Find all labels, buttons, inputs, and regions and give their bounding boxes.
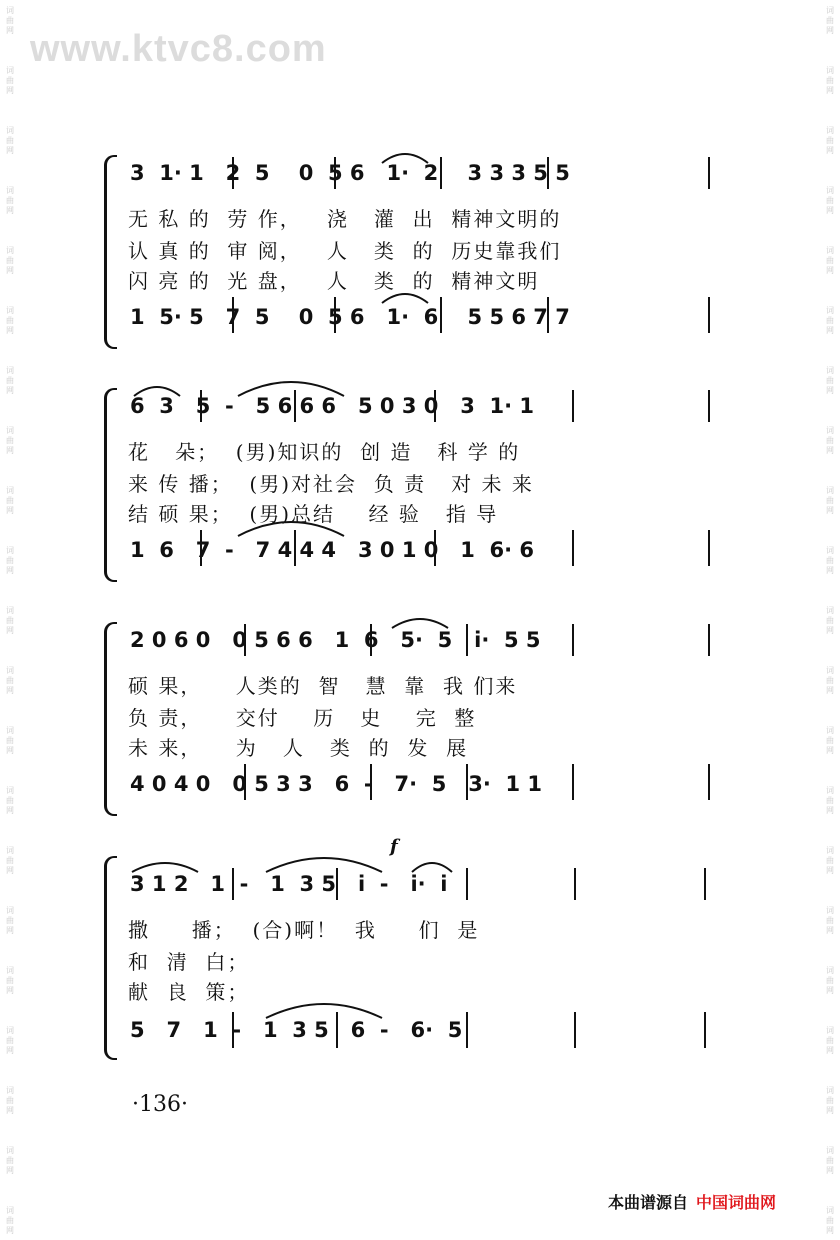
lyric-verse-1: 撒 播； (合)啊！ 我 们 是 (128, 918, 480, 942)
side-watermark-mark: 词 曲 网 (6, 186, 14, 215)
system-bracket (104, 622, 117, 816)
side-watermark-mark: 词 曲 网 (6, 726, 14, 755)
left-margin-watermark (2, 0, 18, 1240)
site-watermark: www.ktvc8.com (30, 28, 327, 70)
side-watermark-mark: 词 曲 网 (826, 606, 834, 635)
slur-mark (264, 852, 384, 874)
lower-voice-notes: 1 6 7 - 7 4 4 4 3 0 1 0 1 6· 6 (130, 538, 535, 562)
lower-voice-notes: 1 5· 5 7 5 0 5 6 1· 6 5 5 6 7 7 (130, 305, 570, 329)
right-margin-watermark (822, 0, 838, 1240)
side-watermark-mark: 词 曲 网 (826, 966, 834, 995)
source-site-link[interactable]: 中国词曲网 (696, 1193, 777, 1212)
side-watermark-mark: 词 曲 网 (6, 846, 14, 875)
side-watermark-mark: 词 曲 网 (6, 1206, 14, 1235)
lyric-verse-1: 无 私 的 劳 作， 浇 灌 出 精神文明的 (128, 207, 562, 231)
lower-voice-notes: 5 7 1 - 1 3 5 6 - 6· 5 (130, 1018, 463, 1042)
side-watermark-mark: 词 曲 网 (826, 426, 834, 455)
upper-voice-notes: 2 0 6 0 0 5 6 6 1 6 5· 5 i· 5 5 (130, 628, 541, 652)
side-watermark-mark: 词 曲 网 (6, 1086, 14, 1115)
lyric-verse-2: 认 真 的 审 阅， 人 类 的 历史靠我们 (128, 239, 562, 263)
barline (572, 764, 574, 800)
score-system-2 (104, 388, 714, 578)
side-watermark-mark: 词 曲 网 (826, 486, 834, 515)
side-watermark-mark: 词 曲 网 (6, 1026, 14, 1055)
barline (708, 157, 710, 189)
score-system-3 (104, 622, 714, 812)
barline (466, 868, 468, 900)
side-watermark-mark: 词 曲 网 (6, 366, 14, 395)
slur-mark (264, 998, 384, 1020)
lyric-verse-2: 来 传 播； (男)对社会 负 责 对 未 来 (128, 472, 534, 496)
slur-mark (236, 376, 346, 398)
system-bracket (104, 388, 117, 582)
barline (572, 530, 574, 566)
slur-mark (380, 289, 430, 305)
side-watermark-mark: 词 曲 网 (826, 846, 834, 875)
barline (466, 1012, 468, 1048)
lyric-verse-3: 结 硕 果； (男)总结 经 验 指 导 (128, 502, 499, 526)
side-watermark-mark: 词 曲 网 (826, 1146, 834, 1175)
barline (708, 390, 710, 422)
barline (574, 868, 576, 900)
side-watermark-mark: 词 曲 网 (6, 966, 14, 995)
upper-voice-notes: 3 1· 1 2 5 0 5 6 1· 2 3 3 3 5 5 (130, 161, 570, 185)
source-label: 本曲谱源自 (608, 1193, 689, 1212)
side-watermark-mark: 词 曲 网 (826, 186, 834, 215)
barline (708, 764, 710, 800)
lower-voice-notes: 4 0 4 0 0 5 3 3 6 - 7· 5 3· 1 1 (130, 772, 543, 796)
side-watermark-mark: 词 曲 网 (6, 1146, 14, 1175)
slur-mark (236, 516, 346, 538)
slur-mark (380, 149, 430, 165)
side-watermark-mark: 词 曲 网 (826, 246, 834, 275)
source-credit (608, 1190, 776, 1213)
side-watermark-mark: 词 曲 网 (826, 1206, 834, 1235)
slur-mark (390, 614, 450, 630)
side-watermark-mark: 词 曲 网 (826, 546, 834, 575)
upper-voice-notes: 3 1 2 1 - 1 3 5 i - i· i (130, 872, 448, 896)
score-system-1 (104, 155, 714, 345)
side-watermark-mark: 词 曲 网 (826, 726, 834, 755)
side-watermark-mark: 词 曲 网 (6, 306, 14, 335)
side-watermark-mark: 词 曲 网 (826, 306, 834, 335)
barline (708, 624, 710, 656)
dynamic-forte: f (390, 836, 398, 857)
side-watermark-mark: 词 曲 网 (826, 1086, 834, 1115)
side-watermark-mark: 词 曲 网 (6, 66, 14, 95)
side-watermark-mark: 词 曲 网 (826, 366, 834, 395)
system-bracket (104, 856, 117, 1060)
slur-mark (130, 858, 200, 874)
upper-voice-notes: 6 3 5 - 5 6 6 6 5 0 3 0 3 1· 1 (130, 394, 535, 418)
lyric-verse-3: 献 良 策； (128, 980, 250, 1004)
side-watermark-mark: 词 曲 网 (826, 1026, 834, 1055)
barline (572, 624, 574, 656)
lyric-verse-2: 和 清 白； (128, 950, 250, 974)
side-watermark-mark: 词 曲 网 (6, 246, 14, 275)
lyric-verse-1: 硕 果， 人类的 智 慧 靠 我 们来 (128, 674, 518, 698)
barline (704, 868, 706, 900)
lyric-verse-1: 花 朵； (男)知识的 创 造 科 学 的 (128, 440, 521, 464)
side-watermark-mark: 词 曲 网 (6, 906, 14, 935)
barline (704, 1012, 706, 1048)
barline (572, 390, 574, 422)
side-watermark-mark: 词 曲 网 (6, 606, 14, 635)
side-watermark-mark: 词 曲 网 (6, 426, 14, 455)
lyric-verse-3: 闪 亮 的 光 盘， 人 类 的 精神文明 (128, 269, 540, 293)
slur-mark (132, 382, 182, 398)
system-bracket (104, 155, 117, 349)
side-watermark-mark: 词 曲 网 (6, 666, 14, 695)
score-system-4 (104, 836, 714, 1056)
side-watermark-mark: 词 曲 网 (826, 6, 834, 35)
barline (574, 1012, 576, 1048)
side-watermark-mark: 词 曲 网 (6, 546, 14, 575)
side-watermark-mark: 词 曲 网 (826, 906, 834, 935)
side-watermark-mark: 词 曲 网 (826, 666, 834, 695)
side-watermark-mark: 词 曲 网 (6, 126, 14, 155)
side-watermark-mark: 词 曲 网 (6, 786, 14, 815)
page-number: ·136· (132, 1092, 188, 1117)
barline (708, 530, 710, 566)
lyric-verse-3: 未 来， 为 人 类 的 发 展 (128, 736, 469, 760)
slur-mark (410, 858, 454, 874)
side-watermark-mark: 词 曲 网 (826, 126, 834, 155)
barline (708, 297, 710, 333)
lyric-verse-2: 负 责， 交付 历 史 完 整 (128, 706, 477, 730)
side-watermark-mark: 词 曲 网 (6, 486, 14, 515)
side-watermark-mark: 词 曲 网 (826, 66, 834, 95)
side-watermark-mark: 词 曲 网 (826, 786, 834, 815)
side-watermark-mark: 词 曲 网 (6, 6, 14, 35)
